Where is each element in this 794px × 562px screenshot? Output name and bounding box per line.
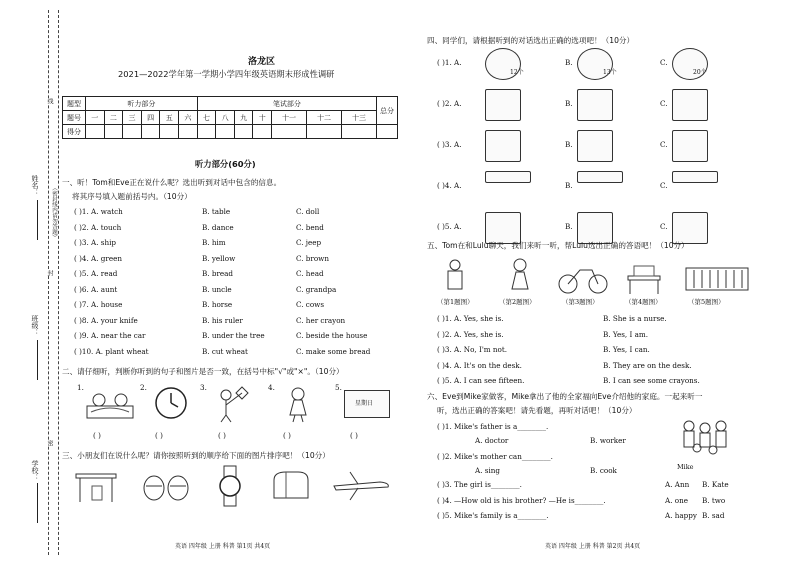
sec1-title: 一、听！Tom和Eve正在说什么呢？选出听到对话中包含的信息。 xyxy=(62,178,282,187)
question-choice-c: C. beside the house xyxy=(296,331,368,340)
footer-left: 英语 四年级 上册 科普 第1页 共4页 xyxy=(175,543,271,550)
boy-kite-picture xyxy=(212,385,252,423)
option-picture xyxy=(577,89,613,121)
question-choice-b: B. horse xyxy=(202,300,233,309)
question-choice-b: B. his ruler xyxy=(202,315,243,325)
cell-number-label: 题号 xyxy=(63,111,86,125)
sec6-option-a: A. Ann xyxy=(665,480,690,489)
option-picture xyxy=(485,212,521,244)
score-cell[interactable] xyxy=(104,125,123,139)
plane-picture xyxy=(330,468,392,502)
sec6-title: 六、Eve到Mike家做客，Mike拿出了他的全家福向Eve介绍他的家庭。一起来听一 xyxy=(427,392,703,401)
score-cell[interactable] xyxy=(377,125,398,139)
sec4-option-b: B. xyxy=(565,99,573,108)
option-picture xyxy=(577,212,613,244)
question-choice-b: B. him xyxy=(202,238,226,247)
crayons-picture xyxy=(684,264,750,294)
question-choice-b: B. yellow xyxy=(202,253,236,263)
caption-5: （第5题图） xyxy=(688,298,725,306)
cell-num: 二 xyxy=(104,111,123,125)
sec6-option-b: B. two xyxy=(702,495,726,505)
sec6-option-b: B. worker xyxy=(590,436,626,445)
sec4-option-b: B. xyxy=(565,58,573,67)
cell-num: 一 xyxy=(86,111,105,125)
sec4-option-c: C. xyxy=(660,222,668,231)
girl-picture xyxy=(278,385,318,423)
sec2-num-2: 2. xyxy=(140,383,147,392)
cell-total: 总分 xyxy=(377,97,398,125)
sec6-question[interactable]: ( )2. Mike's mother can________. xyxy=(437,452,553,461)
cell-num: 十二 xyxy=(307,111,342,125)
binding-notice: （密封线内请勿答题） xyxy=(51,185,57,240)
sec4-option-c: C. xyxy=(660,99,668,108)
question-choice-c: C. her crayon xyxy=(296,315,346,325)
sec2-num-3: 3. xyxy=(200,383,207,392)
mike-label: Mike xyxy=(677,463,694,471)
question-choice-a[interactable]: ( )2. A. touch xyxy=(74,222,122,232)
sec4-question[interactable]: ( )4. A. xyxy=(437,181,462,190)
question-choice-c: C. brown xyxy=(296,253,329,263)
question-choice-a[interactable]: ( )5. A. read xyxy=(74,269,118,278)
sec6-question[interactable]: ( )3. The girl is________. xyxy=(437,480,522,489)
question-choice-c: C. grandpa xyxy=(296,284,337,294)
cell-num: 十三 xyxy=(341,111,376,125)
sec5-title: 五、Tom在和Lulu聊天，我们来听一听，帮Lulu选出正确的答语吧！（10分） xyxy=(427,241,689,250)
desk-books-picture xyxy=(624,258,664,296)
sec2-paren-2[interactable]: ( ) xyxy=(155,431,163,440)
question-choice-a[interactable]: ( )6. A. aunt xyxy=(74,284,118,294)
region-title: 洛龙区 xyxy=(248,57,276,67)
name-field[interactable] xyxy=(37,200,38,240)
question-choice-c: C. jeep xyxy=(296,238,322,247)
sec2-title: 二、请仔细听，判断你听到的句子和图片是否一致，在括号中标"√"或"×"。（10分） xyxy=(62,367,344,376)
sec6-option-a: A. doctor xyxy=(475,436,509,445)
question-choice-b: B. uncle xyxy=(202,284,232,294)
mark-seal: 封 xyxy=(46,270,53,276)
sec4-question[interactable]: ( )1. A. xyxy=(437,58,462,67)
option-picture xyxy=(672,130,708,162)
sec5-option-b: B. They are on the desk. xyxy=(603,360,692,370)
table-chair-picture xyxy=(72,466,122,506)
score-cell[interactable] xyxy=(307,125,342,139)
cell-listening: 听力部分 xyxy=(86,97,198,111)
sec6-question[interactable]: ( )1. Mike's father is a________. xyxy=(437,422,549,431)
nurse-picture xyxy=(440,257,470,297)
option-picture xyxy=(485,171,531,183)
bike-picture xyxy=(558,260,608,294)
sec2-paren-5[interactable]: ( ) xyxy=(350,431,358,440)
question-choice-b: B. bread xyxy=(202,269,234,278)
option-picture xyxy=(577,171,623,183)
option-picture xyxy=(485,130,521,162)
question-choice-b: B. dance xyxy=(202,222,234,232)
caption-3: （第3题图） xyxy=(562,298,599,306)
sec5-option-b: B. Yes, I can. xyxy=(603,345,650,354)
calendar-picture xyxy=(344,390,390,418)
cell-num: 四 xyxy=(141,111,160,125)
question-choice-c: C. bend xyxy=(296,222,324,232)
class-label: 班级： xyxy=(31,315,39,336)
cell-writing: 笔试部分 xyxy=(197,97,376,111)
score-cell[interactable] xyxy=(123,125,142,139)
cell-num: 十 xyxy=(253,111,272,125)
sec5-option-a[interactable]: ( )3. A. No, I'm not. xyxy=(437,345,508,354)
sec5-option-a[interactable]: ( )1. A. Yes, she is. xyxy=(437,314,504,323)
score-cell[interactable] xyxy=(272,125,307,139)
cell-num: 八 xyxy=(216,111,235,125)
question-choice-c: C. doll xyxy=(296,207,320,216)
sec5-option-a[interactable]: ( )4. A. It's on the desk. xyxy=(437,360,522,370)
bees-picture xyxy=(140,466,192,506)
cell-type-label: 题型 xyxy=(63,97,86,111)
sec5-option-b: B. I can see some crayons. xyxy=(603,376,700,385)
class-field[interactable] xyxy=(37,340,38,380)
score-cell[interactable] xyxy=(179,125,198,139)
sec4-option-c: C. xyxy=(660,58,668,67)
sec4-option-b: B. xyxy=(565,140,573,149)
cell-num: 十一 xyxy=(272,111,307,125)
calendar-label: 星期日 xyxy=(355,400,374,407)
score-cell[interactable] xyxy=(234,125,253,139)
bread-picture xyxy=(270,468,312,502)
option-picture xyxy=(672,212,708,244)
question-choice-b: B. table xyxy=(202,207,231,216)
question-choice-b: B. under the tree xyxy=(202,331,265,340)
sec5-option-a[interactable]: ( )2. A. Yes, she is. xyxy=(437,329,504,339)
sec4-question[interactable]: ( )2. A. xyxy=(437,99,462,108)
sec6-question[interactable]: ( )4. —How old is his brother? —He is________. xyxy=(437,495,606,505)
score-cell[interactable] xyxy=(160,125,179,139)
listening-heading: 听力部分(60分) xyxy=(195,159,256,169)
sec4-option-c: C. xyxy=(660,140,668,149)
question-choice-c: C. head xyxy=(296,269,324,278)
name-label: 姓名： xyxy=(31,175,39,196)
sec2-paren-3[interactable]: ( ) xyxy=(218,431,226,440)
children-reading-picture xyxy=(85,388,135,422)
seal-line-inner xyxy=(58,10,59,555)
option-picture xyxy=(672,89,708,121)
cell-num: 三 xyxy=(123,111,142,125)
question-choice-a[interactable]: ( )4. A. green xyxy=(74,253,122,263)
question-choice-a[interactable]: ( )8. A. your knife xyxy=(74,315,138,325)
sec6-option-b: B. Kate xyxy=(702,480,729,489)
sec2-num-5: 5. xyxy=(335,383,342,392)
sec2-num-1: 1. xyxy=(77,383,84,392)
question-choice-c: C. make some bread xyxy=(296,346,371,356)
sec3-title: 三、小朋友们在说什么呢？请你按照听到的顺序给下面的图片排序吧！（10分） xyxy=(62,451,330,460)
cell-num: 九 xyxy=(234,111,253,125)
question-choice-a[interactable]: ( )1. A. watch xyxy=(74,207,123,216)
mark-secret: 密 xyxy=(46,440,53,446)
option-picture xyxy=(577,130,613,162)
school-label: 学校： xyxy=(31,460,39,481)
sec4-option-b: B. xyxy=(565,222,573,231)
sec5-option-a[interactable]: ( )5. A. I can see fifteen. xyxy=(437,376,525,385)
question-choice-a[interactable]: ( )9. A. near the car xyxy=(74,331,146,340)
question-choice-b: B. cut wheat xyxy=(202,346,248,356)
sec1-subtitle: 将其序号填入题前括号内。（10分） xyxy=(72,192,192,201)
cell-num: 六 xyxy=(179,111,198,125)
sec6-option-a: A. one xyxy=(665,495,688,505)
caption-2: （第2题图） xyxy=(499,298,536,306)
sec6-option-b: B. sad xyxy=(702,511,725,520)
sec5-option-b: B. Yes, I am. xyxy=(603,329,648,339)
caption-4: （第4题图） xyxy=(625,298,662,306)
sec6-title-2: 听，选出正确的答案吧！请先看题，再听对话吧！（10分） xyxy=(437,406,637,415)
question-choice-c: C. cows xyxy=(296,300,325,309)
caption-1: （第1题图） xyxy=(437,298,474,306)
sec5-option-b: B. She is a nurse. xyxy=(603,314,667,323)
score-cell[interactable] xyxy=(341,125,376,139)
girl-picture xyxy=(505,257,535,297)
sec2-paren-1[interactable]: ( ) xyxy=(93,431,101,440)
cell-num: 五 xyxy=(160,111,179,125)
score-table xyxy=(62,96,398,139)
score-cell[interactable] xyxy=(253,125,272,139)
exam-title: 2021—2022学年第一学期小学四年级英语期末形成性调研 xyxy=(118,69,335,79)
sec6-option-a: A. sing xyxy=(475,466,500,475)
seal-line xyxy=(48,10,49,555)
sec4-question[interactable]: ( )5. A. xyxy=(437,222,462,231)
option-picture xyxy=(672,171,718,183)
mark-line: 线 xyxy=(46,98,53,104)
score-cell[interactable] xyxy=(216,125,235,139)
score-cell[interactable] xyxy=(86,125,105,139)
sec6-question[interactable]: ( )5. Mike's family is a________. xyxy=(437,511,549,520)
apple-count: 12个 xyxy=(510,69,524,76)
footer-right: 英语 四年级 上册 科普 第2页 共4页 xyxy=(545,543,641,550)
clock-picture xyxy=(154,385,188,421)
sec4-question[interactable]: ( )3. A. xyxy=(437,140,462,149)
cell-score-label: 得分 xyxy=(63,125,86,139)
score-cell[interactable] xyxy=(197,125,216,139)
question-choice-a[interactable]: ( )7. A. house xyxy=(74,300,123,309)
sec2-num-4: 4. xyxy=(268,383,275,392)
apple-count: 20个 xyxy=(693,69,707,76)
option-picture xyxy=(485,89,521,121)
sec6-option-a: A. happy xyxy=(665,511,697,520)
sec4-option-b: B. xyxy=(565,181,573,190)
sec4-title: 四、同学们，请根据听到的对话选出正确的选项吧！（10分） xyxy=(427,36,635,45)
score-cell[interactable] xyxy=(141,125,160,139)
question-choice-a[interactable]: ( )10. A. plant wheat xyxy=(74,346,149,356)
sec4-option-c: C. xyxy=(660,181,668,190)
apple-count: 13个 xyxy=(603,69,617,76)
sec6-option-b: B. cook xyxy=(590,466,617,475)
family-photo-picture xyxy=(675,418,735,462)
watch-picture xyxy=(212,464,248,508)
sec2-paren-4[interactable]: ( ) xyxy=(283,431,291,440)
cell-num: 七 xyxy=(197,111,216,125)
school-field[interactable] xyxy=(37,483,38,523)
question-choice-a[interactable]: ( )3. A. ship xyxy=(74,238,117,247)
